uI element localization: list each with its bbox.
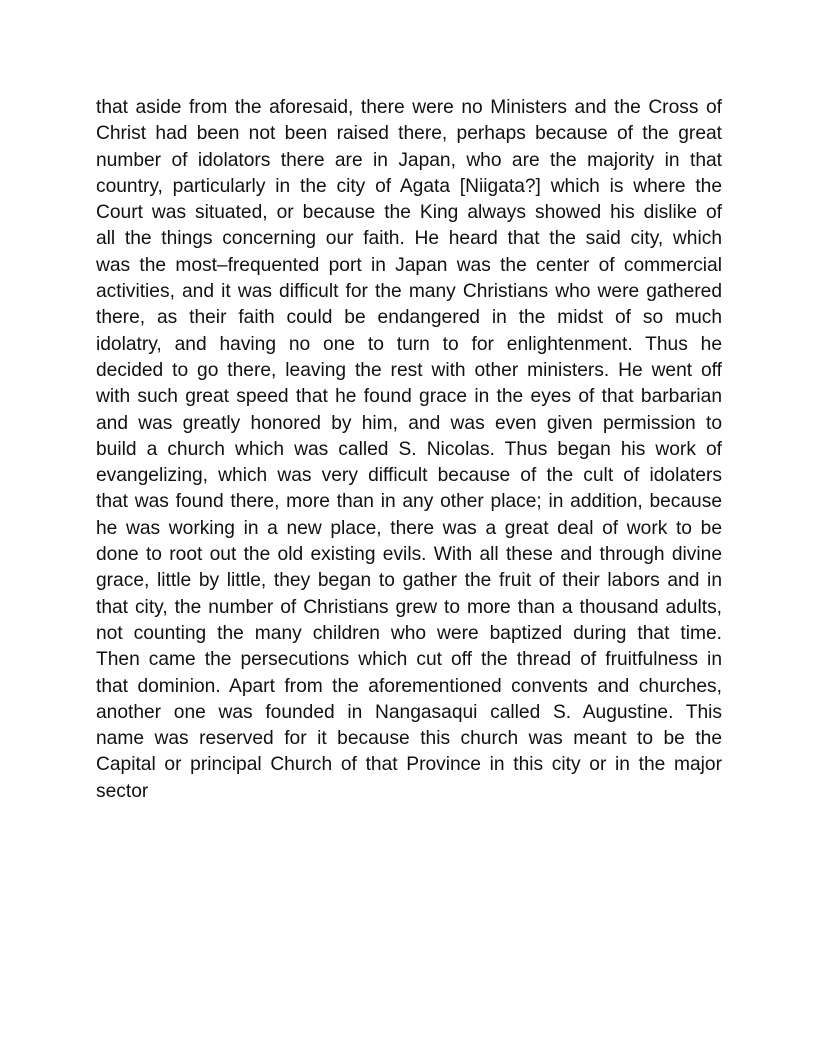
text-line-11: decided to go there, leaving the rest with other ministers. He went off (96, 359, 722, 381)
text-line-22: Then came the persecutions which cut off the thread of fruitfulness in (96, 649, 722, 671)
text-line-8: activities, and it was difficult for the many Christians who were gathered (96, 281, 722, 303)
text-line-15: evangelizing, which was very difficult because of the cult of idolaters (96, 465, 722, 487)
text-line-14: build a church which was called S. Nicolas. Thus began his work of (96, 438, 722, 460)
text-line-9: there, as their faith could be endangered in the midst of so much (96, 307, 722, 329)
text-line-4: country, particularly in the city of Agata [Niigata?] which is where the (96, 175, 722, 197)
text-line-26: Capital or principal Church of that Province in this city or in the major (96, 754, 722, 776)
text-line-2: Christ had been not been raised there, perhaps because of the great (96, 123, 722, 145)
text-line-27: sector (96, 780, 149, 802)
text-line-6: all the things concerning our faith. He heard that the said city, which (96, 228, 722, 250)
text-line-12: with such great speed that he found grace in the eyes of that barbarian (96, 386, 722, 408)
text-line-21: not counting the many children who were baptized during that time. (96, 622, 722, 644)
text-line-24: another one was founded in Nangasaqui called S. Augustine. This (96, 701, 722, 723)
text-line-17: he was working in a new place, there was a great deal of work to be (96, 517, 722, 539)
text-line-5: Court was situated, or because the King always showed his dislike of (96, 202, 722, 224)
text-line-19: grace, little by little, they began to gather the fruit of their labors and in (96, 570, 722, 592)
text-line-18: done to root out the old existing evils. With all these and through divine (96, 544, 722, 566)
text-line-23: that dominion. Apart from the aforementioned convents and churches, (96, 675, 722, 697)
text-line-13: and was greatly honored by him, and was even given permission to (96, 412, 722, 434)
text-line-3: number of idolators there are in Japan, who are the majority in that (96, 149, 722, 171)
text-line-7: was the most–frequented port in Japan was the center of commercial (96, 254, 722, 276)
text-line-16: that was found there, more than in any other place; in addition, because (96, 491, 722, 513)
text-line-25: name was reserved for it because this church was meant to be the (96, 728, 722, 750)
text-line-1: that aside from the aforesaid, there were no Ministers and the Cross of (96, 97, 722, 118)
text-line-20: that city, the number of Christians grew to more than a thousand adults, (96, 596, 722, 618)
text-line-10: idolatry, and having no one to turn to for enlightenment. Thus he (96, 333, 722, 355)
body-paragraph (96, 95, 722, 805)
